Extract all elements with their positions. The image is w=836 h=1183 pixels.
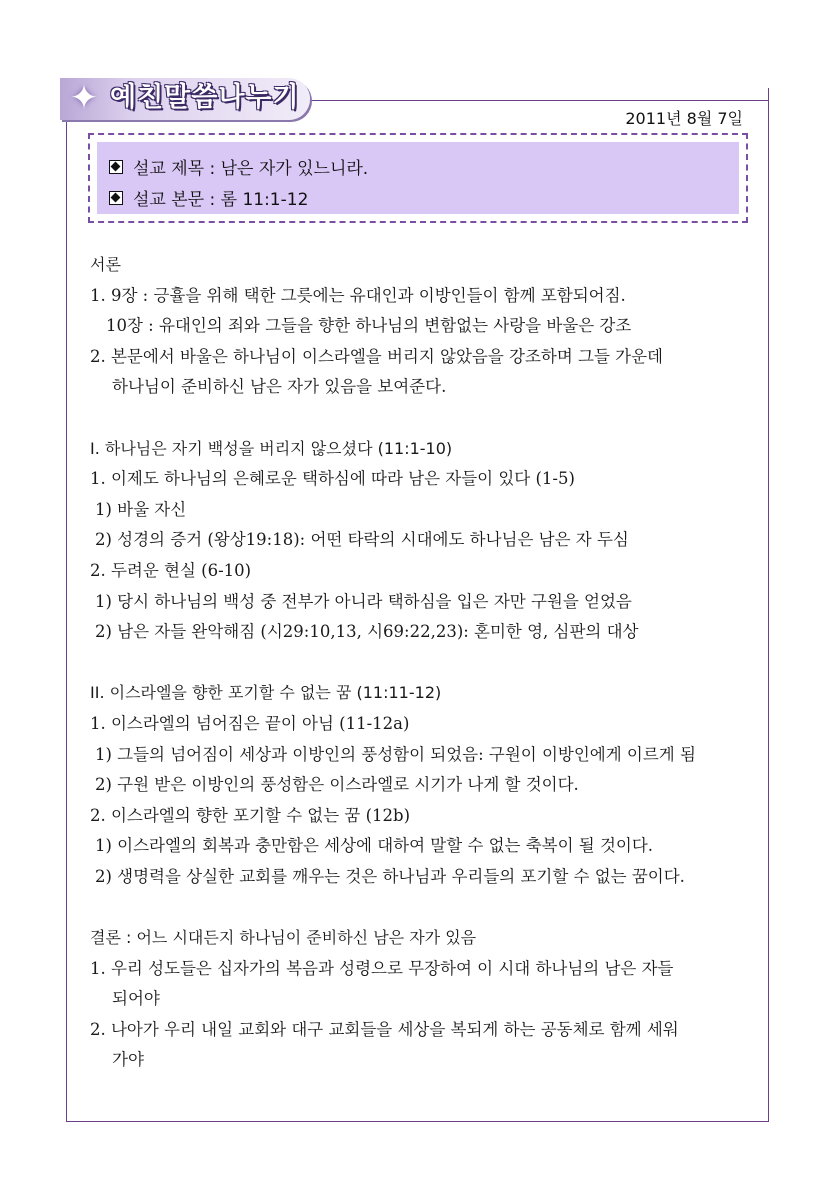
outline-line: 10장 : 유대인의 죄와 그들을 향한 하나님의 변함없는 사랑을 바울은 강조 — [106, 316, 632, 336]
section-2-heading: II. 이스라엘을 향한 포기할 수 없는 꿈 (11:11-12) — [90, 683, 442, 703]
section-1-heading: I. 하나님은 자기 백성을 버리지 않으셨다 (11:1-10) — [90, 438, 453, 458]
diamond-bullet-icon — [109, 191, 123, 205]
outline-line: 2) 남은 자들 완악해짐 (시29:10,13, 시69:22,23): 혼미한 영, 심판의 대상 — [95, 622, 639, 642]
header-rule — [300, 100, 769, 101]
outline-line: 1) 당시 하나님의 백성 중 전부가 아니라 택하심을 입은 자만 구원을 얻었음 — [95, 591, 632, 611]
sermon-date: 2011년 8월 7일 — [625, 109, 743, 128]
outline-line: 1. 이스라엘의 넘어짐은 끝이 아님 (11-12a) — [90, 713, 410, 733]
outline-line: 1. 우리 성도들은 십자가의 복음과 성령으로 무장하여 이 시대 하나님의 남은 자들 — [90, 958, 674, 978]
sermon-outline — [90, 250, 755, 1076]
spacer — [90, 892, 755, 923]
sermon-title: 설교 제목 : 남은 자가 있느니라. — [133, 159, 369, 179]
outline-line: 1) 그들의 넘어짐이 세상과 이방인의 풍성함이 되었음: 구원이 이방인에게 이르게 됨 — [95, 744, 696, 764]
spacer — [90, 648, 755, 679]
sermon-title-row — [109, 151, 739, 182]
outline-line: 2. 본문에서 바울은 하나님이 이스라엘을 버리지 않았음을 강조하며 그들 가운데 — [90, 346, 663, 366]
conclusion-heading: 결론 : 어느 시대든지 하나님이 준비하신 남은 자가 있음 — [90, 928, 477, 948]
outline-line: 2. 이스라엘의 향한 포기할 수 없는 꿈 (12b) — [90, 805, 411, 825]
outline-line: 가야 — [112, 1050, 144, 1070]
star-icon: ✦ — [69, 78, 99, 118]
outline-line: 2) 성경의 증거 (왕상19:18): 어떤 타락의 시대에도 하나님은 남은 자 두심 — [95, 530, 629, 550]
sermon-info-box — [88, 133, 748, 223]
outline-line: 1) 바울 자신 — [95, 499, 187, 519]
outline-line: 2) 생명력을 상실한 교회를 깨우는 것은 하나님과 우리들의 포기할 수 없는 꿈이다. — [95, 866, 685, 886]
spacer — [90, 403, 755, 434]
outline-line: 1. 이제도 하나님의 은혜로운 택하심에 따라 남은 자들이 있다 (1-5) — [90, 469, 575, 489]
diamond-bullet-icon — [109, 160, 123, 174]
sermon-info-panel — [97, 142, 739, 214]
outline-line: 1) 이스라엘의 회복과 충만함은 세상에 대하여 말할 수 없는 축복이 될 것이다. — [95, 836, 654, 856]
outline-line: 2) 구원 받은 이방인의 풍성함은 이스라엘로 시기가 나게 할 것이다. — [95, 775, 579, 795]
outline-line: 하나님이 준비하신 남은 자가 있음을 보여준다. — [112, 377, 447, 397]
outline-line: 2. 두려운 현실 (6-10) — [90, 560, 252, 580]
page-title: 예친말씀나누기 — [110, 82, 300, 113]
outline-line: 1. 9장 : 긍휼을 위해 택한 그릇에는 유대인과 이방인들이 함께 포함되어짐. — [90, 285, 626, 305]
sermon-text-row — [109, 182, 739, 213]
outline-line: 되어야 — [112, 989, 160, 1009]
intro-heading: 서론 — [90, 255, 121, 274]
outline-line: 2. 나아가 우리 내일 교회와 대구 교회들을 세상을 복되게 하는 공동체로 함께 세워 — [90, 1019, 679, 1039]
sermon-scripture: 설교 본문 : 롬 11:1-12 — [133, 190, 309, 210]
